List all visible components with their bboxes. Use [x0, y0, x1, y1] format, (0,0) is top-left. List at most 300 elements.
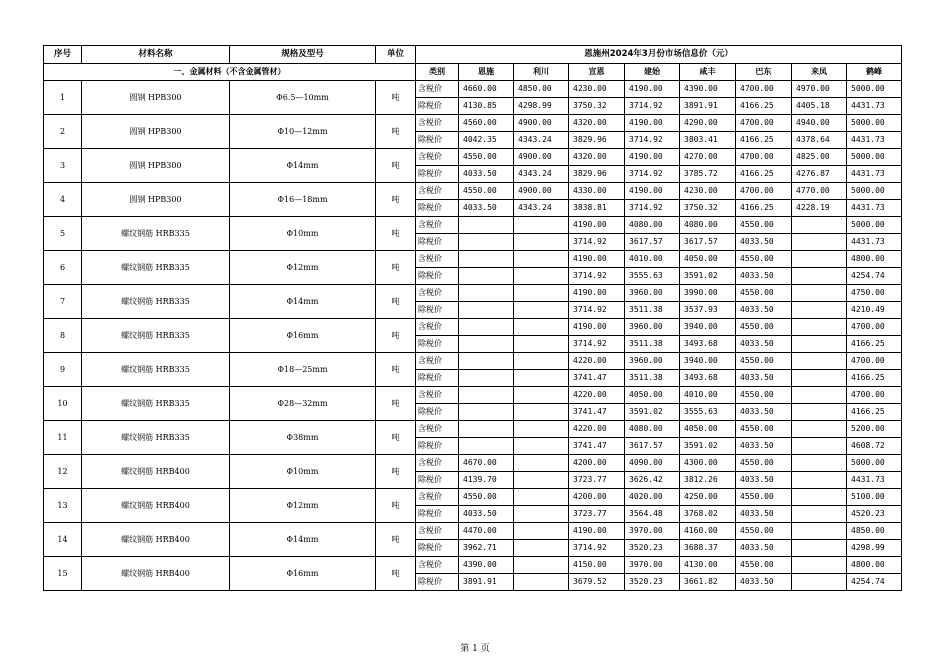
table-row [44, 217, 902, 234]
price-cell: 3617.57 [625, 234, 680, 251]
region-header: 恩施 [459, 64, 514, 81]
table-row [44, 319, 902, 336]
price-cell: 4343.24 [514, 166, 569, 183]
price-cell [792, 217, 847, 234]
material-spec: Φ14mm [230, 285, 376, 319]
material-spec: Φ18—25mm [230, 353, 376, 387]
material-name: 圆钢 HPB300 [82, 81, 230, 115]
price-cell: 3714.92 [569, 268, 625, 285]
price-cell: 4010.00 [680, 387, 736, 404]
price-type-label: 除税价 [416, 438, 459, 455]
price-cell: 3555.63 [625, 268, 680, 285]
price-cell: 4825.00 [792, 149, 847, 166]
material-spec: Φ16mm [230, 557, 376, 591]
material-name: 螺纹钢筋 HRB335 [82, 251, 230, 285]
price-cell: 4190.00 [625, 115, 680, 132]
price-cell: 3741.47 [569, 438, 625, 455]
price-cell: 3591.02 [680, 268, 736, 285]
material-unit: 吨 [376, 115, 416, 149]
price-cell: 3838.81 [569, 200, 625, 217]
price-cell [514, 404, 569, 421]
price-cell: 4800.00 [847, 557, 902, 574]
price-cell: 4190.00 [569, 319, 625, 336]
price-cell [459, 370, 514, 387]
table-row [44, 81, 902, 98]
price-cell [792, 421, 847, 438]
region-header: 建始 [625, 64, 680, 81]
material-name: 圆钢 HPB300 [82, 183, 230, 217]
table-row [44, 251, 902, 268]
price-cell: 3661.82 [680, 574, 736, 591]
header-unit: 单位 [376, 46, 416, 64]
material-unit: 吨 [376, 319, 416, 353]
price-cell: 4520.23 [847, 506, 902, 523]
price-cell: 4298.99 [514, 98, 569, 115]
price-cell: 4900.00 [514, 115, 569, 132]
price-cell: 4250.00 [680, 489, 736, 506]
table-row [44, 353, 902, 370]
price-cell: 4970.00 [792, 81, 847, 98]
price-cell: 4230.00 [569, 81, 625, 98]
material-unit: 吨 [376, 455, 416, 489]
material-unit: 吨 [376, 557, 416, 591]
price-cell: 4770.00 [792, 183, 847, 200]
material-name: 螺纹钢筋 HRB335 [82, 353, 230, 387]
material-name: 圆钢 HPB300 [82, 149, 230, 183]
price-cell: 4550.00 [736, 421, 792, 438]
price-cell: 3990.00 [680, 285, 736, 302]
price-cell: 4166.25 [736, 166, 792, 183]
material-unit: 吨 [376, 81, 416, 115]
price-cell: 4166.25 [847, 336, 902, 353]
header-name: 材料名称 [82, 46, 230, 64]
material-spec: Φ10—12mm [230, 115, 376, 149]
price-cell: 4800.00 [847, 251, 902, 268]
price-cell: 4850.00 [847, 523, 902, 540]
price-cell: 4700.00 [736, 115, 792, 132]
header-spec: 规格及型号 [230, 46, 376, 64]
price-cell: 5000.00 [847, 455, 902, 472]
price-cell: 4033.50 [736, 438, 792, 455]
price-cell [459, 285, 514, 302]
header-row [44, 46, 902, 64]
table-row [44, 557, 902, 574]
material-unit: 吨 [376, 217, 416, 251]
price-cell: 4390.00 [680, 81, 736, 98]
price-cell [514, 251, 569, 268]
material-name: 螺纹钢筋 HRB400 [82, 455, 230, 489]
price-cell: 3591.02 [625, 404, 680, 421]
price-cell: 4010.00 [625, 251, 680, 268]
material-spec: Φ16—18mm [230, 183, 376, 217]
price-cell: 3750.32 [680, 200, 736, 217]
price-cell [792, 353, 847, 370]
price-cell: 4700.00 [847, 319, 902, 336]
price-cell: 4550.00 [736, 455, 792, 472]
price-cell: 4431.73 [847, 234, 902, 251]
price-cell: 4750.00 [847, 285, 902, 302]
price-cell: 4220.00 [569, 387, 625, 404]
price-cell: 4210.49 [847, 302, 902, 319]
section-row [44, 64, 902, 81]
price-cell [514, 370, 569, 387]
price-cell: 4431.73 [847, 166, 902, 183]
price-cell: 3970.00 [625, 523, 680, 540]
material-spec: Φ10mm [230, 217, 376, 251]
price-cell: 3785.72 [680, 166, 736, 183]
price-cell: 4330.00 [569, 183, 625, 200]
material-name: 螺纹钢筋 HRB335 [82, 285, 230, 319]
material-name: 螺纹钢筋 HRB400 [82, 489, 230, 523]
price-cell [792, 523, 847, 540]
price-table [43, 45, 902, 591]
price-cell [792, 557, 847, 574]
material-unit: 吨 [376, 183, 416, 217]
price-cell: 4550.00 [736, 217, 792, 234]
price-cell [792, 285, 847, 302]
price-cell: 4200.00 [569, 455, 625, 472]
price-cell [459, 438, 514, 455]
price-cell: 4254.74 [847, 268, 902, 285]
price-table-body [44, 81, 902, 591]
material-spec: Φ6.5—10mm [230, 81, 376, 115]
price-cell: 4033.50 [736, 404, 792, 421]
price-cell: 4700.00 [847, 387, 902, 404]
price-cell: 4200.00 [569, 489, 625, 506]
price-cell: 4254.74 [847, 574, 902, 591]
price-cell [514, 506, 569, 523]
price-cell: 3493.68 [680, 336, 736, 353]
price-cell [514, 285, 569, 302]
item-number: 5 [44, 217, 82, 251]
price-cell [514, 472, 569, 489]
price-type-label: 含税价 [416, 489, 459, 506]
price-type-label: 含税价 [416, 523, 459, 540]
price-cell: 4042.35 [459, 132, 514, 149]
price-cell: 3803.41 [680, 132, 736, 149]
price-type-label: 含税价 [416, 183, 459, 200]
price-cell: 4033.50 [736, 472, 792, 489]
price-cell: 4550.00 [459, 149, 514, 166]
price-cell: 4139.70 [459, 472, 514, 489]
price-type-label: 含税价 [416, 319, 459, 336]
price-cell: 4900.00 [514, 183, 569, 200]
price-cell: 4190.00 [625, 183, 680, 200]
price-cell [792, 506, 847, 523]
price-cell: 4080.00 [625, 217, 680, 234]
price-type-label: 含税价 [416, 81, 459, 98]
price-cell: 4560.00 [459, 115, 514, 132]
price-cell: 3591.02 [680, 438, 736, 455]
price-cell: 4190.00 [625, 149, 680, 166]
price-cell: 4033.50 [459, 166, 514, 183]
price-cell: 4550.00 [459, 489, 514, 506]
material-spec: Φ12mm [230, 489, 376, 523]
price-cell: 3626.42 [625, 472, 680, 489]
material-spec: Φ28—32mm [230, 387, 376, 421]
price-cell: 4550.00 [736, 523, 792, 540]
price-cell: 4190.00 [569, 285, 625, 302]
table-row [44, 421, 902, 438]
price-cell: 4230.00 [680, 183, 736, 200]
price-cell: 4700.00 [736, 149, 792, 166]
price-cell: 3493.68 [680, 370, 736, 387]
price-type-label: 除税价 [416, 404, 459, 421]
price-type-label: 除税价 [416, 472, 459, 489]
price-cell [514, 574, 569, 591]
price-cell: 4550.00 [736, 319, 792, 336]
item-number: 1 [44, 81, 82, 115]
price-cell: 4431.73 [847, 472, 902, 489]
price-cell: 4550.00 [459, 183, 514, 200]
item-number: 12 [44, 455, 82, 489]
price-cell [459, 234, 514, 251]
item-number: 11 [44, 421, 82, 455]
table-row [44, 387, 902, 404]
price-cell [459, 421, 514, 438]
price-cell: 4300.00 [680, 455, 736, 472]
price-cell [514, 302, 569, 319]
price-cell: 4550.00 [736, 353, 792, 370]
price-cell: 4670.00 [459, 455, 514, 472]
price-cell: 4431.73 [847, 98, 902, 115]
price-cell: 5000.00 [847, 183, 902, 200]
price-cell [459, 353, 514, 370]
price-type-label: 除税价 [416, 200, 459, 217]
material-name: 螺纹钢筋 HRB400 [82, 557, 230, 591]
price-cell: 4550.00 [736, 489, 792, 506]
price-type-label: 除税价 [416, 336, 459, 353]
price-cell: 4320.00 [569, 115, 625, 132]
material-spec: Φ12mm [230, 251, 376, 285]
price-cell: 4700.00 [736, 81, 792, 98]
price-cell: 4190.00 [569, 251, 625, 268]
price-cell: 4700.00 [736, 183, 792, 200]
price-type-label: 含税价 [416, 387, 459, 404]
price-cell: 4431.73 [847, 200, 902, 217]
price-cell: 5000.00 [847, 115, 902, 132]
price-cell: 3714.92 [625, 166, 680, 183]
price-cell: 3679.52 [569, 574, 625, 591]
page-number: 第 1 页 [460, 644, 490, 654]
price-type-label: 除税价 [416, 540, 459, 557]
price-type-label: 除税价 [416, 166, 459, 183]
price-cell: 4660.00 [459, 81, 514, 98]
price-cell [514, 387, 569, 404]
price-cell: 4050.00 [625, 387, 680, 404]
material-name: 螺纹钢筋 HRB335 [82, 319, 230, 353]
price-cell [792, 489, 847, 506]
price-cell [792, 455, 847, 472]
price-cell [792, 319, 847, 336]
price-cell [459, 404, 514, 421]
price-cell: 4160.00 [680, 523, 736, 540]
table-row [44, 489, 902, 506]
price-cell: 4033.50 [736, 370, 792, 387]
price-type-label: 含税价 [416, 285, 459, 302]
price-cell: 3940.00 [680, 319, 736, 336]
price-cell: 3960.00 [625, 319, 680, 336]
material-unit: 吨 [376, 387, 416, 421]
material-spec: Φ38mm [230, 421, 376, 455]
price-cell: 3891.91 [459, 574, 514, 591]
item-number: 9 [44, 353, 82, 387]
material-spec: Φ16mm [230, 319, 376, 353]
material-unit: 吨 [376, 285, 416, 319]
price-type-label: 除税价 [416, 98, 459, 115]
price-type-label: 含税价 [416, 455, 459, 472]
price-type-label: 除税价 [416, 132, 459, 149]
price-cell: 3520.23 [625, 574, 680, 591]
price-cell: 3537.93 [680, 302, 736, 319]
price-cell: 4378.64 [792, 132, 847, 149]
price-type-label: 除税价 [416, 370, 459, 387]
price-cell: 3768.02 [680, 506, 736, 523]
price-cell: 3511.38 [625, 336, 680, 353]
item-number: 10 [44, 387, 82, 421]
price-cell: 3960.00 [625, 353, 680, 370]
price-cell: 3962.71 [459, 540, 514, 557]
item-number: 6 [44, 251, 82, 285]
price-cell: 3970.00 [625, 557, 680, 574]
header-seq: 序号 [44, 46, 82, 64]
category-header: 类别 [416, 64, 459, 81]
price-type-label: 含税价 [416, 353, 459, 370]
material-name: 螺纹钢筋 HRB335 [82, 217, 230, 251]
price-cell: 3617.57 [680, 234, 736, 251]
price-cell: 3940.00 [680, 353, 736, 370]
price-type-label: 含税价 [416, 557, 459, 574]
price-cell: 4940.00 [792, 115, 847, 132]
price-cell: 4033.50 [736, 268, 792, 285]
price-cell [792, 234, 847, 251]
price-cell [514, 319, 569, 336]
price-cell [459, 387, 514, 404]
item-number: 2 [44, 115, 82, 149]
price-cell: 4320.00 [569, 149, 625, 166]
price-cell: 4190.00 [625, 81, 680, 98]
price-type-label: 含税价 [416, 421, 459, 438]
price-cell: 4343.24 [514, 132, 569, 149]
price-cell: 4431.73 [847, 132, 902, 149]
material-unit: 吨 [376, 251, 416, 285]
price-cell [459, 217, 514, 234]
price-cell [792, 574, 847, 591]
price-cell: 4166.25 [847, 370, 902, 387]
price-cell: 4033.50 [736, 234, 792, 251]
price-cell: 4190.00 [569, 523, 625, 540]
price-cell: 5000.00 [847, 81, 902, 98]
price-cell: 4298.99 [847, 540, 902, 557]
price-type-label: 含税价 [416, 115, 459, 132]
item-number: 4 [44, 183, 82, 217]
price-cell [459, 251, 514, 268]
price-type-label: 含税价 [416, 217, 459, 234]
price-cell: 4166.25 [736, 132, 792, 149]
item-number: 13 [44, 489, 82, 523]
price-cell [792, 387, 847, 404]
price-cell: 3564.48 [625, 506, 680, 523]
price-cell: 3829.96 [569, 132, 625, 149]
price-cell: 4033.50 [459, 506, 514, 523]
price-cell [514, 523, 569, 540]
price-cell: 4033.50 [736, 540, 792, 557]
price-cell [514, 421, 569, 438]
price-cell: 4220.00 [569, 353, 625, 370]
price-type-label: 含税价 [416, 251, 459, 268]
region-header: 宣恩 [569, 64, 625, 81]
price-cell: 4033.50 [736, 336, 792, 353]
material-unit: 吨 [376, 353, 416, 387]
table-row [44, 183, 902, 200]
price-cell: 3723.77 [569, 472, 625, 489]
price-cell: 4220.00 [569, 421, 625, 438]
price-cell: 3555.63 [680, 404, 736, 421]
price-cell [514, 557, 569, 574]
table-row [44, 455, 902, 472]
price-cell: 4390.00 [459, 557, 514, 574]
section-title: 一、金属材料（不含金属管材） [44, 64, 416, 81]
material-name: 圆钢 HPB300 [82, 115, 230, 149]
price-cell: 3617.57 [625, 438, 680, 455]
price-type-label: 含税价 [416, 149, 459, 166]
price-cell [792, 472, 847, 489]
price-cell [459, 319, 514, 336]
price-cell: 4405.18 [792, 98, 847, 115]
region-header: 咸丰 [680, 64, 736, 81]
price-cell [514, 336, 569, 353]
material-name: 螺纹钢筋 HRB335 [82, 387, 230, 421]
price-type-label: 除税价 [416, 506, 459, 523]
material-unit: 吨 [376, 523, 416, 557]
price-cell: 3741.47 [569, 370, 625, 387]
price-cell: 4550.00 [736, 387, 792, 404]
price-cell [792, 438, 847, 455]
price-cell: 4608.72 [847, 438, 902, 455]
price-cell: 4033.50 [736, 302, 792, 319]
price-cell: 3714.92 [569, 336, 625, 353]
price-type-label: 除税价 [416, 302, 459, 319]
price-cell [514, 455, 569, 472]
price-cell: 4290.00 [680, 115, 736, 132]
price-cell [514, 353, 569, 370]
region-header: 巴东 [736, 64, 792, 81]
material-unit: 吨 [376, 489, 416, 523]
price-cell: 4033.50 [736, 574, 792, 591]
material-spec: Φ14mm [230, 523, 376, 557]
material-name: 螺纹钢筋 HRB400 [82, 523, 230, 557]
table-row [44, 523, 902, 540]
price-cell [514, 489, 569, 506]
price-cell [514, 438, 569, 455]
price-cell [514, 217, 569, 234]
price-cell: 3714.92 [625, 200, 680, 217]
price-cell [792, 268, 847, 285]
price-cell: 3714.92 [625, 132, 680, 149]
material-name: 螺纹钢筋 HRB335 [82, 421, 230, 455]
price-cell: 3750.32 [569, 98, 625, 115]
price-cell: 4700.00 [847, 353, 902, 370]
price-cell: 4270.00 [680, 149, 736, 166]
price-cell: 4130.00 [680, 557, 736, 574]
price-cell [792, 540, 847, 557]
price-cell [514, 540, 569, 557]
material-unit: 吨 [376, 149, 416, 183]
price-cell: 4080.00 [625, 421, 680, 438]
price-cell: 3511.38 [625, 370, 680, 387]
price-cell: 4033.50 [736, 506, 792, 523]
price-cell: 4850.00 [514, 81, 569, 98]
